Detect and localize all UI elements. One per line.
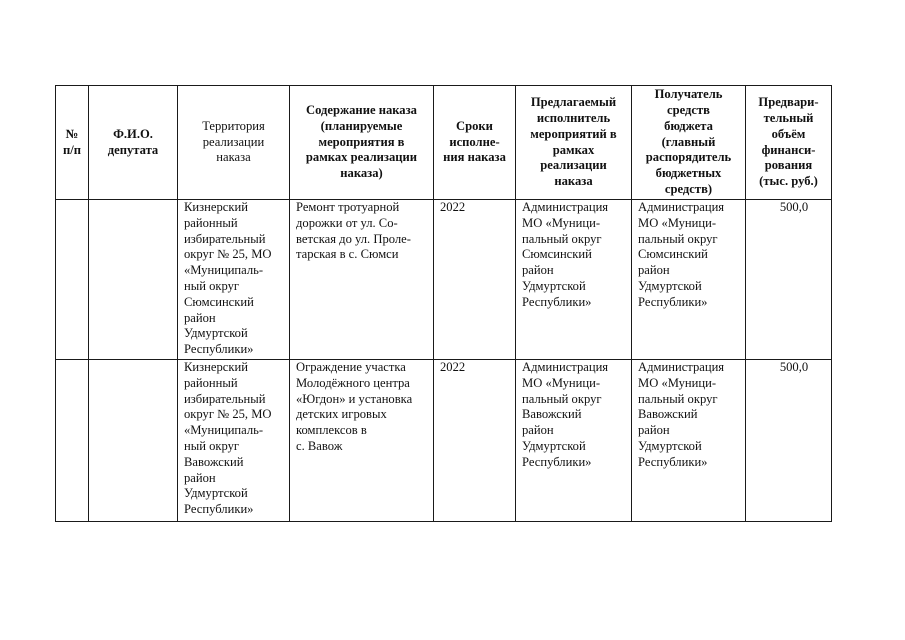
- table-row: [56, 359, 832, 521]
- header-deputy: Ф.И.О. депутата: [89, 86, 178, 200]
- cell-territory: Кизнерский районный избирательный округ № 25, МО «Муниципаль- ный округ Вавожский район Удмуртской Республики»: [178, 359, 290, 521]
- header-executor: Предлагаемый исполнитель мероприятий в рамках реализации наказа: [516, 86, 632, 200]
- header-territory: Территория реализации наказа: [178, 86, 290, 200]
- cell-number: [56, 200, 89, 360]
- cell-deputy: [89, 359, 178, 521]
- orders-table: [55, 85, 832, 522]
- table-header-row: [56, 86, 832, 200]
- cell-recipient: Администрация МО «Муници- пальный округ Вавожский район Удмуртской Республики»: [632, 359, 746, 521]
- header-content: Содержание наказа (планируемые мероприятия в рамках реализации наказа): [290, 86, 434, 200]
- table-row: [56, 200, 832, 360]
- cell-amount: 500,0: [746, 200, 832, 360]
- cell-territory: Кизнерский районный избирательный округ № 25, МО «Муниципаль- ный округ Сюмсинский район Удмуртской Республики»: [178, 200, 290, 360]
- cell-content: Ограждение участка Молодёжного центра «Югдон» и установка детских игровых комплексов в с. Вавож: [290, 359, 434, 521]
- header-amount: Предвари- тельный объём финанси- рования (тыс. руб.): [746, 86, 832, 200]
- cell-term: 2022: [434, 359, 516, 521]
- cell-executor: Администрация МО «Муници- пальный округ Вавожский район Удмуртской Республики»: [516, 359, 632, 521]
- header-number: № п/п: [56, 86, 89, 200]
- cell-term: 2022: [434, 200, 516, 360]
- cell-amount: 500,0: [746, 359, 832, 521]
- cell-deputy: [89, 200, 178, 360]
- header-term: Сроки исполне- ния наказа: [434, 86, 516, 200]
- cell-number: [56, 359, 89, 521]
- cell-content: Ремонт тротуарной дорожки от ул. Со- ветская до ул. Проле- тарская в с. Сюмси: [290, 200, 434, 360]
- header-recipient: Получатель средств бюджета (главный распорядитель бюджетных средств): [632, 86, 746, 200]
- cell-executor: Администрация МО «Муници- пальный округ Сюмсинский район Удмуртской Республики»: [516, 200, 632, 360]
- cell-recipient: Администрация МО «Муници- пальный округ Сюмсинский район Удмуртской Республики»: [632, 200, 746, 360]
